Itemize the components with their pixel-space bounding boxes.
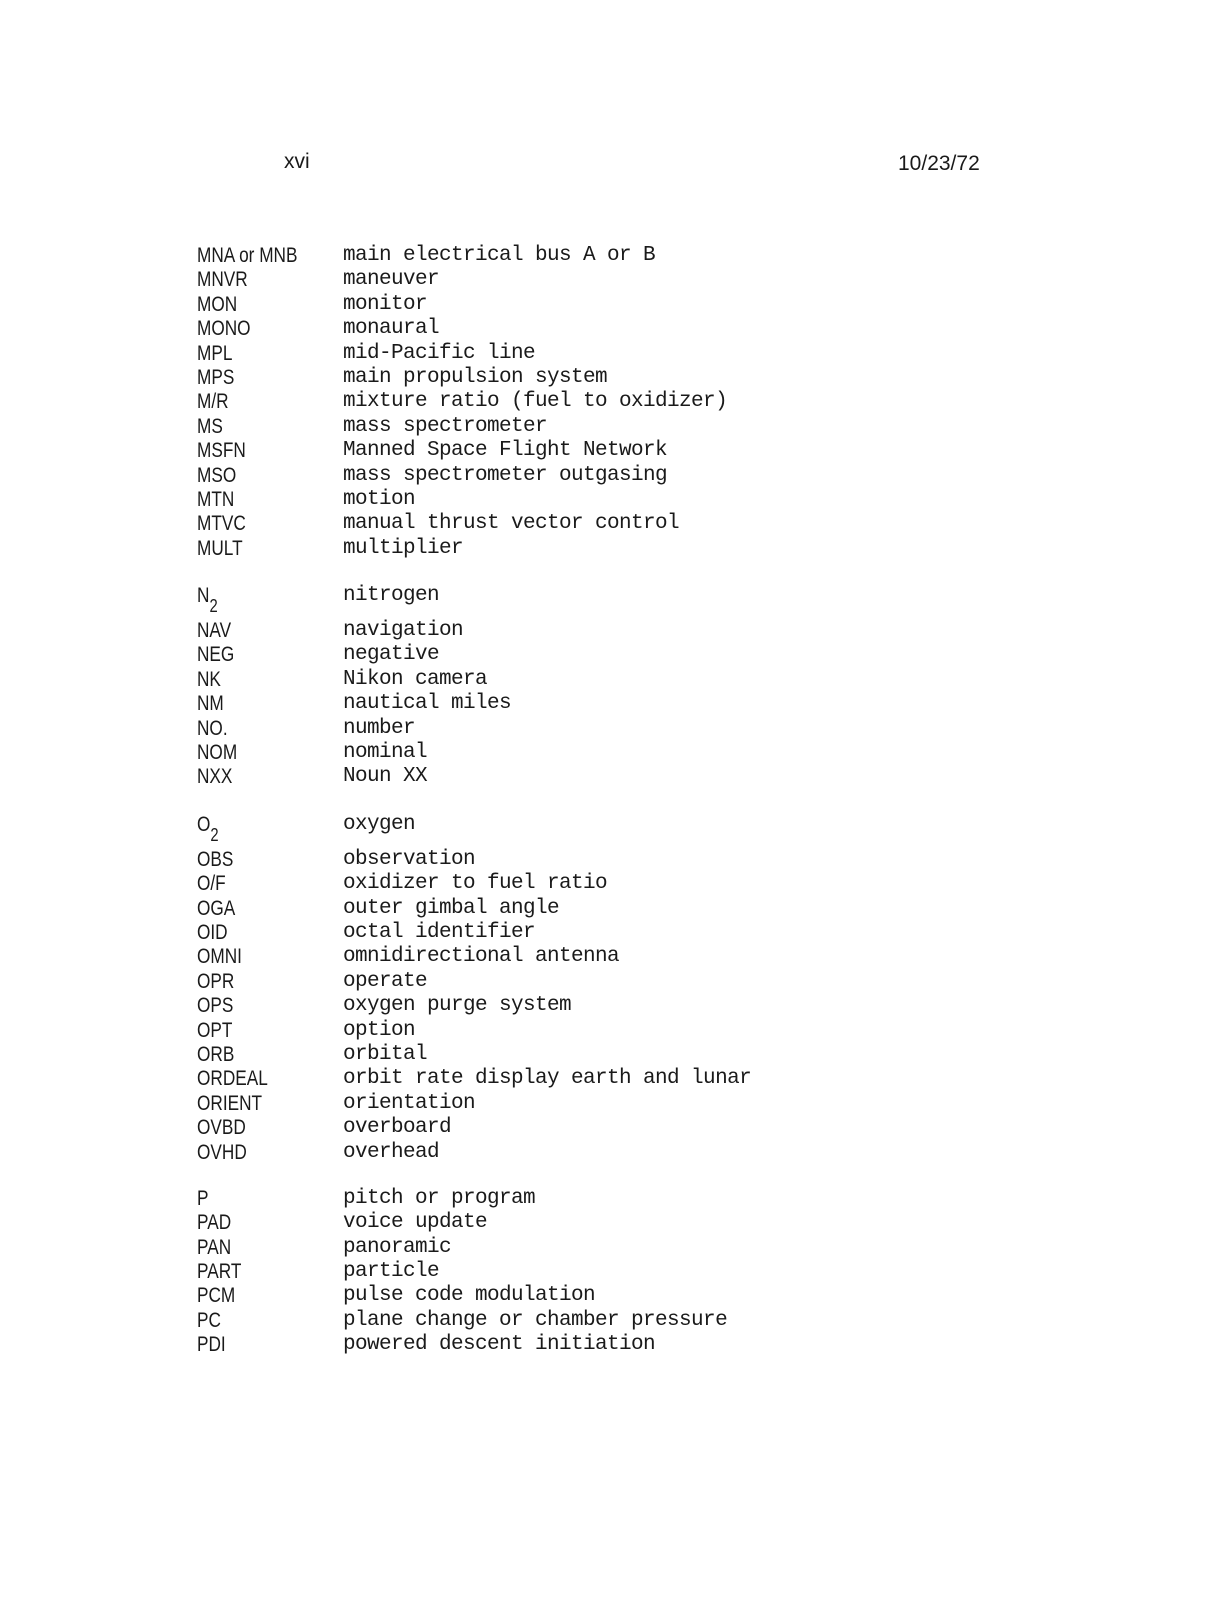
definition: negative <box>343 643 440 667</box>
glossary-entry <box>197 741 1017 765</box>
abbreviation-text: OVHD <box>197 1140 247 1164</box>
abbreviation <box>197 897 317 921</box>
glossary-entry <box>197 1141 1017 1165</box>
definition: powered descent initiation <box>343 1333 656 1357</box>
definition: orientation <box>343 1091 476 1115</box>
abbreviation <box>197 1211 317 1235</box>
definition: observation <box>343 847 476 871</box>
abbreviation <box>197 293 317 317</box>
definition: maneuver <box>343 268 440 292</box>
glossary-entry <box>197 692 1017 716</box>
definition: overboard <box>343 1116 452 1140</box>
definition: Nikon camera <box>343 667 488 691</box>
definition: plane change or chamber pressure <box>343 1308 728 1332</box>
glossary-entry <box>197 488 1017 512</box>
abbreviation-text: OMNI <box>197 945 242 969</box>
abbreviation <box>197 1284 317 1308</box>
abbreviation <box>197 1019 317 1043</box>
abbreviation-text: MPS <box>197 365 235 389</box>
glossary-entry <box>197 415 1017 439</box>
abbreviation-text: NOM <box>197 741 238 765</box>
abbreviation <box>197 970 317 994</box>
glossary-entry <box>197 1187 1017 1211</box>
definition: multiplier <box>343 536 464 560</box>
glossary-entry <box>197 512 1017 536</box>
abbreviation-subscript: 2 <box>209 596 218 617</box>
glossary-entry <box>197 970 1017 994</box>
definition: main propulsion system <box>343 365 608 389</box>
abbreviation-text: OPT <box>197 1018 233 1042</box>
definition: overhead <box>343 1140 440 1164</box>
abbreviation-text: MON <box>197 292 238 316</box>
abbreviation <box>197 1141 317 1165</box>
glossary-entry <box>197 1211 1017 1235</box>
glossary-entry <box>197 1236 1017 1260</box>
abbreviation <box>197 1067 317 1091</box>
glossary-entry <box>197 994 1017 1018</box>
glossary-entry <box>197 464 1017 488</box>
glossary-section <box>197 812 1017 1165</box>
abbreviation <box>197 741 317 765</box>
abbreviation-text: MS <box>197 414 223 438</box>
abbreviation-text: NO. <box>197 716 228 740</box>
abbreviation <box>197 872 317 896</box>
abbreviation <box>197 317 317 341</box>
abbreviation-text: ORIENT <box>197 1091 263 1115</box>
glossary-entry <box>197 583 1017 619</box>
abbreviation-text: MONO <box>197 317 251 341</box>
abbreviation <box>197 1043 317 1067</box>
abbreviation-text: MTN <box>197 487 235 511</box>
definition: mass spectrometer <box>343 414 548 438</box>
abbreviation-glossary <box>197 244 1017 1380</box>
glossary-entry <box>197 1067 1017 1091</box>
abbreviation-text: MPL <box>197 341 233 365</box>
definition: mixture ratio (fuel to oxidizer) <box>343 390 728 414</box>
abbreviation <box>197 945 317 969</box>
glossary-entry <box>197 1116 1017 1140</box>
abbreviation <box>197 244 317 268</box>
abbreviation <box>197 812 317 848</box>
abbreviation <box>197 765 317 789</box>
glossary-entry <box>197 1309 1017 1333</box>
glossary-entry <box>197 668 1017 692</box>
abbreviation-text: NM <box>197 692 224 716</box>
definition: outer gimbal angle <box>343 896 560 920</box>
abbreviation-subscript: 2 <box>210 824 219 845</box>
abbreviation-text: NXX <box>197 765 233 789</box>
glossary-entry <box>197 1333 1017 1357</box>
abbreviation-text: P <box>197 1186 209 1210</box>
glossary-section <box>197 244 1017 561</box>
glossary-entry <box>197 1092 1017 1116</box>
glossary-entry <box>197 390 1017 414</box>
abbreviation <box>197 1187 317 1211</box>
definition: oxygen purge system <box>343 994 572 1018</box>
glossary-section <box>197 1187 1017 1358</box>
abbreviation-text: O <box>197 812 211 836</box>
abbreviation <box>197 668 317 692</box>
abbreviation-text: PDI <box>197 1333 226 1357</box>
page-date: 10/23/72 <box>898 152 980 175</box>
glossary-entry <box>197 717 1017 741</box>
abbreviation-text: ORDEAL <box>197 1067 268 1091</box>
definition: octal identifier <box>343 920 536 944</box>
definition: orbit rate display earth and lunar <box>343 1067 752 1091</box>
glossary-entry <box>197 945 1017 969</box>
definition: panoramic <box>343 1235 452 1259</box>
glossary-entry <box>197 293 1017 317</box>
abbreviation-text: NAV <box>197 619 232 643</box>
abbreviation <box>197 366 317 390</box>
definition: manual thrust vector control <box>343 512 680 536</box>
abbreviation-text: OBS <box>197 847 234 871</box>
glossary-entry <box>197 897 1017 921</box>
definition: motion <box>343 487 416 511</box>
abbreviation-text: PC <box>197 1308 221 1332</box>
abbreviation-text: MULT <box>197 536 243 560</box>
abbreviation <box>197 415 317 439</box>
glossary-entry <box>197 342 1017 366</box>
glossary-entry <box>197 244 1017 268</box>
glossary-section <box>197 583 1017 790</box>
definition: main electrical bus A or B <box>343 244 656 267</box>
abbreviation <box>197 342 317 366</box>
glossary-entry <box>197 1043 1017 1067</box>
abbreviation-text: PCM <box>197 1284 236 1308</box>
abbreviation-text: OID <box>197 920 228 944</box>
abbreviation-text: M/R <box>197 390 229 414</box>
definition: oxygen <box>343 812 416 836</box>
definition: operate <box>343 969 428 993</box>
definition: pitch or program <box>343 1186 536 1210</box>
abbreviation <box>197 643 317 667</box>
definition: pulse code modulation <box>343 1284 596 1308</box>
abbreviation <box>197 268 317 292</box>
abbreviation-text: NEG <box>197 643 235 667</box>
abbreviation-text: OGA <box>197 896 236 920</box>
definition: voice update <box>343 1211 488 1235</box>
definition: navigation <box>343 619 464 643</box>
glossary-entry <box>197 317 1017 341</box>
glossary-entry <box>197 812 1017 848</box>
abbreviation <box>197 848 317 872</box>
glossary-entry <box>197 268 1017 292</box>
definition: mid-Pacific line <box>343 341 536 365</box>
glossary-entry <box>197 643 1017 667</box>
abbreviation <box>197 717 317 741</box>
abbreviation <box>197 1116 317 1140</box>
abbreviation <box>197 583 317 619</box>
abbreviation-text: MSFN <box>197 439 246 463</box>
abbreviation <box>197 390 317 414</box>
abbreviation-text: OPR <box>197 969 235 993</box>
glossary-entry <box>197 366 1017 390</box>
abbreviation <box>197 512 317 536</box>
definition: monitor <box>343 292 428 316</box>
glossary-entry <box>197 872 1017 896</box>
abbreviation-text: PAD <box>197 1211 232 1235</box>
glossary-entry <box>197 439 1017 463</box>
definition: nominal <box>343 741 428 765</box>
abbreviation-text: MTVC <box>197 512 246 536</box>
definition: omnidirectional antenna <box>343 945 620 969</box>
abbreviation-text: OVBD <box>197 1116 246 1140</box>
glossary-entry <box>197 765 1017 789</box>
abbreviation <box>197 619 317 643</box>
definition: option <box>343 1018 416 1042</box>
glossary-entry <box>197 619 1017 643</box>
definition: nitrogen <box>343 584 440 608</box>
abbreviation <box>197 439 317 463</box>
definition: mass spectrometer outgasing <box>343 463 668 487</box>
definition: monaural <box>343 317 440 341</box>
glossary-entry <box>197 848 1017 872</box>
glossary-entry <box>197 537 1017 561</box>
glossary-entry <box>197 1260 1017 1284</box>
abbreviation-text: PART <box>197 1260 242 1284</box>
abbreviation <box>197 464 317 488</box>
abbreviation-text: O/F <box>197 872 226 896</box>
abbreviation <box>197 1333 317 1357</box>
definition: nautical miles <box>343 692 512 716</box>
abbreviation <box>197 537 317 561</box>
abbreviation <box>197 994 317 1018</box>
glossary-entry <box>197 921 1017 945</box>
abbreviation-text: NK <box>197 667 221 691</box>
definition: Manned Space Flight Network <box>343 439 668 463</box>
definition: Noun XX <box>343 765 428 789</box>
glossary-entry <box>197 1284 1017 1308</box>
abbreviation-text: MNVR <box>197 268 248 292</box>
abbreviation <box>197 1236 317 1260</box>
abbreviation-text: N <box>197 584 210 608</box>
abbreviation <box>197 488 317 512</box>
definition: orbital <box>343 1042 428 1066</box>
abbreviation <box>197 1092 317 1116</box>
abbreviation-text: PAN <box>197 1235 232 1259</box>
abbreviation <box>197 1260 317 1284</box>
definition: oxidizer to fuel ratio <box>343 872 608 896</box>
abbreviation-text: MNA or MNB <box>197 244 298 267</box>
abbreviation-text: MSO <box>197 463 237 487</box>
definition: particle <box>343 1260 440 1284</box>
page-number: xvi <box>284 150 310 173</box>
abbreviation-text: ORB <box>197 1042 235 1066</box>
glossary-entry <box>197 1019 1017 1043</box>
abbreviation <box>197 1309 317 1333</box>
definition: number <box>343 716 416 740</box>
abbreviation <box>197 692 317 716</box>
abbreviation-text: OPS <box>197 994 234 1018</box>
abbreviation <box>197 921 317 945</box>
